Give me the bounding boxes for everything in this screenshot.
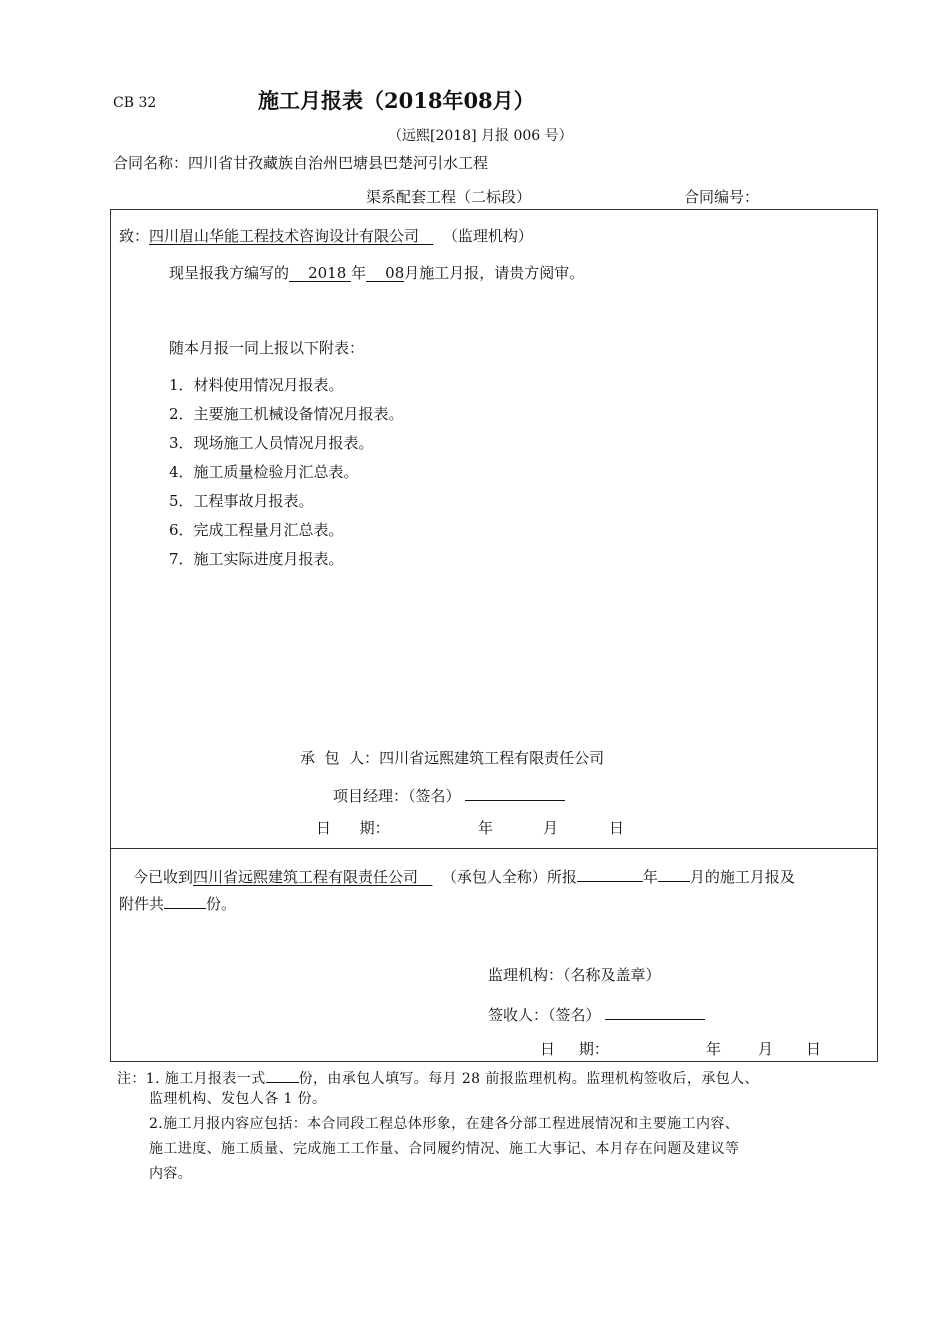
report-form-table (110, 209, 878, 1062)
note-2-line3: 内容。 (149, 1166, 193, 1182)
received-prefix: 今已收到 (133, 868, 194, 886)
note-2-line2: 施工进度、施工质量、完成施工工作量、合同履约情况、施工大事记、本月存在问题及建议等 (149, 1141, 740, 1157)
receipt-month-field[interactable] (658, 866, 690, 882)
attachment-item-1: 1．材料使用情况月报表。 (169, 376, 344, 394)
contract-name: 四川省甘孜藏族自治州巴塘县巴楚河引水工程 (188, 154, 489, 172)
upper-date-month: 月 (543, 819, 559, 837)
lower-date-year: 年 (706, 1040, 722, 1058)
attachments-intro: 随本月报一同上报以下附表： (169, 339, 365, 357)
note1-copies-field[interactable] (266, 1067, 299, 1083)
pm-label: 项目经理：（签名） (333, 787, 461, 805)
receipt-contractor-name: 四川省远熙建筑工程有限责任公司 (193, 868, 419, 886)
receipt-month-suffix: 月的施工月报及 (689, 868, 795, 886)
page-title: 施工月报表（2018年08月） (258, 88, 535, 113)
supervisor-suffix: （监理机构） (442, 227, 533, 245)
signer-label: 签收人：（签名） (488, 1006, 601, 1024)
contractor-name: 四川省远熙建筑工程有限责任公司 (379, 749, 605, 767)
attachment-item-7: 7．施工实际进度月报表。 (169, 550, 344, 568)
contract-name-line (113, 154, 488, 172)
year-char: 年 (351, 264, 367, 282)
report-serial: （远熙[2018] 月报 006 号） (388, 128, 573, 144)
attachment-item-6: 6．完成工程量月汇总表。 (169, 521, 344, 539)
copies-suffix: 份。 (206, 895, 237, 913)
note-1-line2: 监理机构、发包人各 1 份。 (149, 1091, 327, 1107)
upper-date-year: 年 (478, 819, 494, 837)
attachment-item-4: 4．施工质量检验月汇总表。 (169, 463, 359, 481)
note-2-line1: 2.施工月报内容应包括：本合同段工程总体形象，在建各分部工程进展情况和主要施工内容、 (149, 1116, 740, 1132)
contract-no-label: 合同编号： (684, 188, 760, 206)
receipt-year-char: 年 (642, 868, 658, 886)
project-manager-line (333, 785, 565, 805)
receipt-line (133, 866, 795, 886)
lower-date-label: 日 期： (540, 1040, 609, 1058)
contract-name-line2: 渠系配套工程（二标段） (366, 188, 532, 206)
receipt-year-field[interactable] (577, 866, 643, 882)
report-intro-line (169, 264, 584, 282)
report-year-field: 2018 (308, 264, 347, 282)
supervisor-stamp-label: 监理机构：（名称及盖章） (488, 966, 661, 984)
form-code: CB 32 (113, 95, 157, 111)
copies-line (119, 893, 236, 913)
report-month-field: 08 (385, 264, 405, 282)
lower-date-month: 月 (758, 1040, 774, 1058)
report-intro-suffix: 月施工月报，请贵方阅审。 (404, 264, 585, 282)
supervisor-org: 四川眉山华能工程技术咨询设计有限公司 (149, 227, 420, 245)
note-1 (117, 1067, 759, 1088)
addressee-line (119, 227, 533, 245)
copies-prefix: 附件共 (119, 895, 165, 913)
upper-date-label: 日 期： (316, 819, 390, 837)
lower-date-day: 日 (806, 1040, 822, 1058)
contract-name-label: 合同名称： (113, 154, 189, 172)
note1-prefix: 注：1. 施工月报表一式 (117, 1071, 266, 1087)
note1-suffix: 份，由承包人填写。每月 28 前报监理机构。监理机构签收后，承包人、 (298, 1071, 759, 1087)
to-prefix: 致： (119, 227, 150, 245)
signer-line (488, 1004, 705, 1024)
received-mid: （承包人全称）所报 (441, 868, 577, 886)
attachment-item-3: 3．现场施工人员情况月报表。 (169, 434, 374, 452)
section-divider (110, 848, 877, 849)
copies-count-field[interactable] (164, 893, 206, 909)
attachment-item-5: 5．工程事故月报表。 (169, 492, 314, 510)
pm-signature-field[interactable] (465, 785, 565, 801)
signer-signature-field[interactable] (605, 1004, 705, 1020)
report-intro-prefix: 现呈报我方编写的 (169, 264, 290, 282)
contractor-label: 承 包 人： (300, 749, 380, 767)
contractor-line (300, 749, 604, 767)
upper-date-day: 日 (609, 819, 625, 837)
attachment-item-2: 2．主要施工机械设备情况月报表。 (169, 405, 404, 423)
